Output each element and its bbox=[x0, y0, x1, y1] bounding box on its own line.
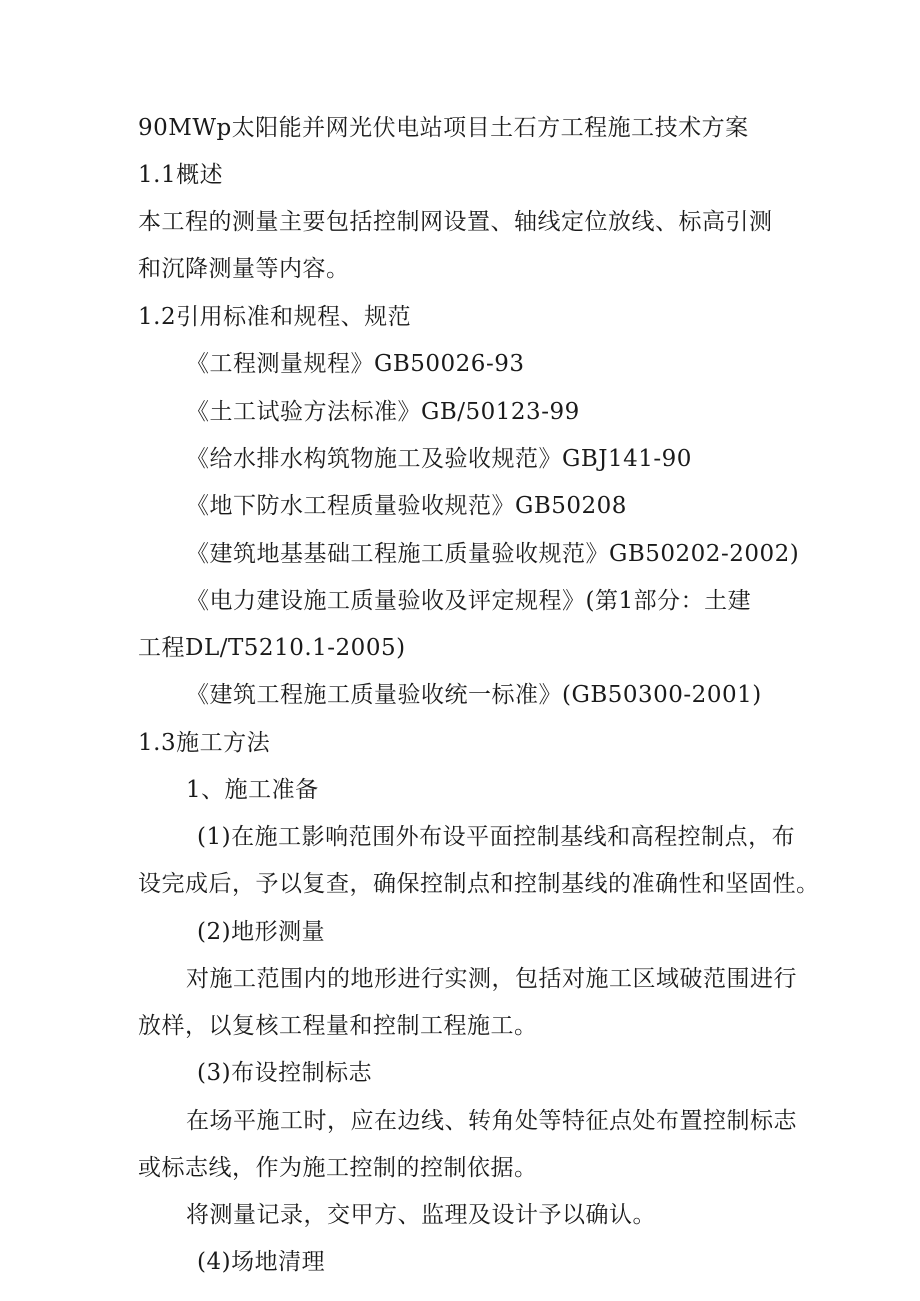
item-heading: (2)地形测量 bbox=[197, 919, 326, 945]
standard-item: 《工程测量规程》GB50026-93 bbox=[186, 351, 525, 377]
section-heading-1-1: 1.1概述 bbox=[138, 162, 224, 188]
paragraph-line: 和沉降测量等内容。 bbox=[138, 256, 350, 282]
standard-item: 《地下防水工程质量验收规范》GB50208 bbox=[186, 493, 627, 519]
section-heading-1-2: 1.2引用标准和规程、规范 bbox=[138, 304, 412, 330]
document-title: 90MWp太阳能并网光伏电站项目土石方工程施工技术方案 bbox=[138, 115, 749, 141]
standard-item: 《建筑工程施工质量验收统一标准》(GB50300-2001) bbox=[186, 682, 762, 708]
standard-item: 《给水排水构筑物施工及验收规范》GBJ141-90 bbox=[186, 446, 692, 472]
standard-item: 《土工试验方法标准》GB/50123-99 bbox=[186, 399, 580, 425]
paragraph-line: (1)在施工影响范围外布设平面控制基线和高程控制点，布 bbox=[197, 824, 796, 850]
paragraph-line: 对施工范围内的地形进行实测，包括对施工区域破范围进行 bbox=[186, 966, 797, 992]
paragraph-line: 将测量记录，交甲方、监理及设计予以确认。 bbox=[186, 1202, 656, 1228]
paragraph-line: 设完成后，予以复查，确保控制点和控制基线的准确性和坚固性。 bbox=[138, 871, 820, 897]
standard-item-continuation: 工程DL/T5210.1-2005) bbox=[138, 635, 406, 661]
paragraph-line: 放样，以复核工程量和控制工程施工。 bbox=[138, 1013, 538, 1039]
item-heading: (4)场地清理 bbox=[197, 1249, 326, 1275]
paragraph-line: 本工程的测量主要包括控制网设置、轴线定位放线、标高引测 bbox=[138, 209, 773, 235]
paragraph-line: 或标志线，作为施工控制的控制依据。 bbox=[138, 1155, 538, 1181]
paragraph-line: 在场平施工时，应在边线、转角处等特征点处布置控制标志 bbox=[186, 1108, 797, 1134]
standard-item: 《建筑地基基础工程施工质量验收规范》GB50202-2002) bbox=[186, 541, 800, 567]
section-heading-1-3: 1.3施工方法 bbox=[138, 730, 271, 756]
item-heading: (3)布设控制标志 bbox=[197, 1060, 373, 1086]
subsection-heading: 1、施工准备 bbox=[186, 777, 319, 803]
standard-item: 《电力建设施工质量验收及评定规程》(第1部分：土建 bbox=[186, 588, 752, 614]
